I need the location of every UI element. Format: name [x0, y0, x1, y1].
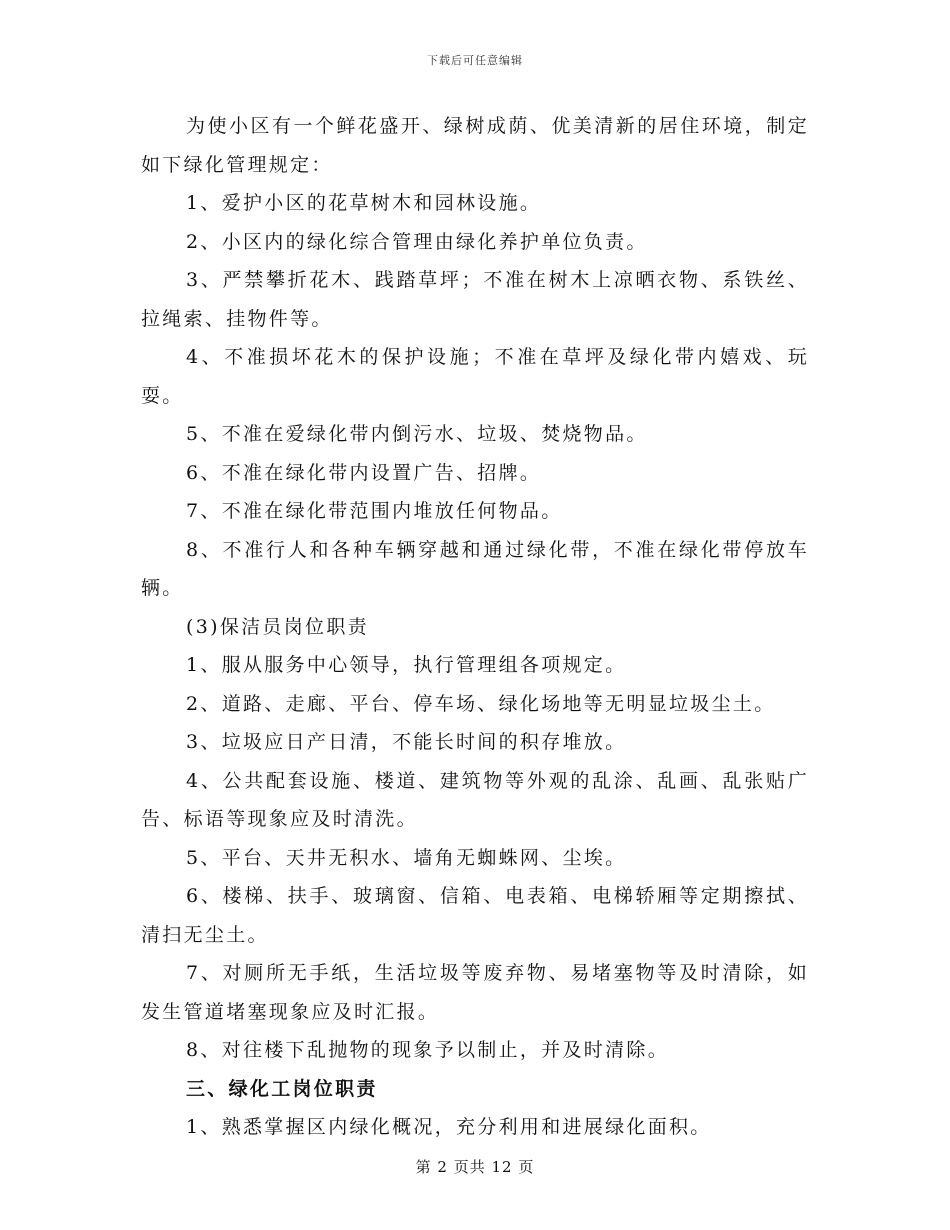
cleaner-item-2: 2、道路、走廊、平台、停车场、绿化场地等无明显垃圾尘土。 — [186, 692, 776, 715]
cleaner-item-3: 3、垃圾应日产日清，不能长时间的积存堆放。 — [186, 731, 627, 753]
page-number: 第 2 页共 12 页 — [415, 1158, 535, 1176]
document-body — [141, 107, 809, 1147]
rule-item-8: 8、不准行人和各种车辆穿越和通过绿化带，不准在绿化带停放车辆。 — [141, 538, 809, 599]
cleaner-item-8: 8、对往楼下乱抛物的现象予以制止，并及时清除。 — [186, 1039, 669, 1061]
cleaner-item-7: 7、对厕所无手纸，生活垃圾等废弃物、易堵塞物等及时清除，如发生管道堵塞现象应及时汇报。 — [141, 962, 809, 1023]
rule-item-7: 7、不准在绿化带范围内堆放任何物品。 — [186, 500, 563, 522]
gardener-item-1: 1、熟悉掌握区内绿化概况，充分利用和进展绿化面积。 — [186, 1116, 712, 1138]
cleaner-item-5: 5、平台、天井无积水、墙角无蜘蛛网、尘埃。 — [186, 846, 627, 869]
rule-item-5: 5、不准在爱绿化带内倒污水、垃圾、焚烧物品。 — [186, 423, 648, 445]
rule-item-4: 4、不准损坏花木的保护设施；不准在草坪及绿化带内嬉戏、玩耍。 — [141, 346, 809, 407]
rule-item-1: 1、爱护小区的花草树木和园林设施。 — [186, 192, 542, 214]
cleaner-item-6: 6、楼梯、扶手、玻璃窗、信箱、电表箱、电梯轿厢等定期擦拭、清扫无尘土。 — [141, 885, 809, 946]
section-cleaner-duties-title: (3)保洁员岗位职责 — [186, 615, 369, 638]
rule-item-2: 2、小区内的绿化综合管理由绿化养护单位负责。 — [186, 230, 648, 253]
cleaner-item-1: 1、服从服务中心领导，执行管理组各项规定。 — [186, 654, 627, 676]
page-header-note: 下载后可任意编辑 — [427, 54, 523, 67]
cleaner-item-4: 4、公共配套设施、楼道、建筑物等外观的乱涂、乱画、乱张贴广告、标语等现象应及时清洗。 — [141, 769, 809, 830]
rule-item-3: 3、严禁攀折花木、践踏草坪；不准在树木上凉晒衣物、系铁丝、拉绳索、挂物件等。 — [141, 269, 809, 330]
rule-item-6: 6、不准在绿化带内设置广告、招牌。 — [186, 461, 542, 484]
intro-paragraph: 为使小区有一个鲜花盛开、绿树成荫、优美清新的居住环境，制定如下绿化管理规定： — [141, 115, 809, 176]
section-gardener-duties-heading: 三、绿化工岗位职责 — [186, 1077, 378, 1100]
